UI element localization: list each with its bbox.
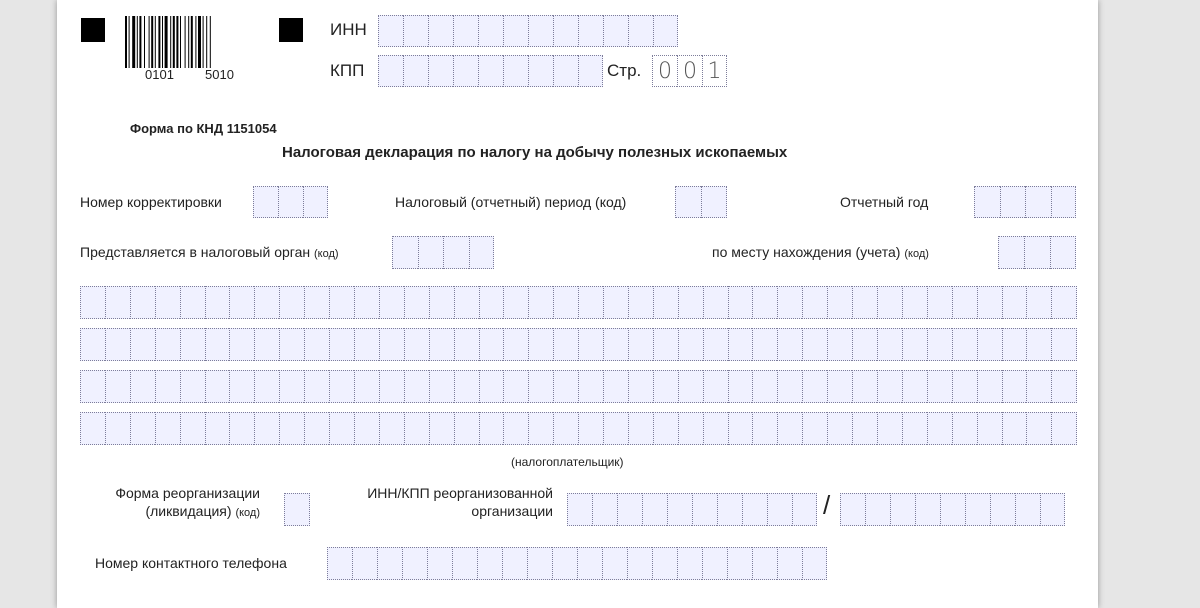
correction-cell[interactable] <box>278 186 303 218</box>
page-digit-3: 1 <box>702 55 727 87</box>
kpp-cell[interactable] <box>403 55 428 87</box>
kpp-cell[interactable] <box>528 55 553 87</box>
reorg-kpp-cell[interactable] <box>865 493 890 526</box>
tax-period-label: Налоговый (отчетный) период (код) <box>395 194 627 210</box>
authority-cell[interactable] <box>469 236 495 269</box>
taxpayer-name-cell[interactable] <box>404 328 429 361</box>
taxpayer-name-cell[interactable] <box>752 286 777 319</box>
taxpayer-name-cell[interactable] <box>454 328 479 361</box>
taxpayer-name-cell[interactable] <box>977 328 1002 361</box>
taxpayer-name-cell[interactable] <box>553 286 578 319</box>
reorg-inn-cell[interactable] <box>592 493 617 526</box>
year-cell[interactable] <box>1000 186 1026 218</box>
taxpayer-name-cell[interactable] <box>728 328 753 361</box>
inn-cell[interactable] <box>603 15 628 47</box>
taxpayer-name-cell[interactable] <box>254 412 279 445</box>
phone-cell[interactable] <box>752 547 777 580</box>
reorg-kpp-cell[interactable] <box>1040 493 1065 526</box>
authority-cell[interactable] <box>392 236 418 269</box>
taxpayer-name-cell[interactable] <box>130 370 155 403</box>
tax-authority-field[interactable] <box>392 236 494 269</box>
taxpayer-name-cell[interactable] <box>1051 286 1077 319</box>
taxpayer-name-cell[interactable] <box>379 286 404 319</box>
taxpayer-name-cell[interactable] <box>229 286 254 319</box>
inn-cell[interactable] <box>653 15 678 47</box>
taxpayer-name-cell[interactable] <box>553 370 578 403</box>
taxpayer-name-cell[interactable] <box>379 412 404 445</box>
kpp-cell[interactable] <box>578 55 603 87</box>
taxpayer-name-cell[interactable] <box>752 328 777 361</box>
taxpayer-name-cell[interactable] <box>628 370 653 403</box>
taxpayer-name-cell[interactable] <box>578 370 603 403</box>
page-digit-2: 0 <box>677 55 702 87</box>
taxpayer-name-cell[interactable] <box>728 286 753 319</box>
taxpayer-name-cell[interactable] <box>155 328 180 361</box>
reorg-inn-cell[interactable] <box>617 493 642 526</box>
taxpayer-name-cell[interactable] <box>927 328 952 361</box>
taxpayer-name-cell[interactable] <box>304 412 329 445</box>
taxpayer-name-cell[interactable] <box>578 328 603 361</box>
barcode-image <box>125 16 257 68</box>
reorg-separator: / <box>823 490 831 520</box>
taxpayer-name-cell[interactable] <box>603 328 628 361</box>
taxpayer-name-cell[interactable] <box>678 412 703 445</box>
location-label <box>712 244 929 260</box>
tax-period-field[interactable] <box>675 186 727 218</box>
phone-cell[interactable] <box>602 547 627 580</box>
inn-cell[interactable] <box>503 15 528 47</box>
phone-cell[interactable] <box>702 547 727 580</box>
taxpayer-name-cell[interactable] <box>553 328 578 361</box>
taxpayer-name-cell[interactable] <box>155 412 180 445</box>
period-cell[interactable] <box>675 186 701 218</box>
taxpayer-name-cell[interactable] <box>827 370 852 403</box>
taxpayer-name-cell[interactable] <box>479 370 504 403</box>
taxpayer-name-cell[interactable] <box>1002 286 1027 319</box>
phone-field[interactable] <box>327 547 827 580</box>
taxpayer-name-cell[interactable] <box>653 286 678 319</box>
barcode-number-left: 0101 <box>145 67 174 82</box>
phone-cell[interactable] <box>652 547 677 580</box>
taxpayer-caption: (налогоплательщик) <box>511 455 624 469</box>
taxpayer-name-cell[interactable] <box>503 370 528 403</box>
inn-cell[interactable] <box>453 15 478 47</box>
taxpayer-name-cell[interactable] <box>728 370 753 403</box>
taxpayer-name-cell[interactable] <box>603 286 628 319</box>
reorg-inn-label <box>327 484 553 520</box>
reorg-inn-cell[interactable] <box>792 493 817 526</box>
taxpayer-name-cell[interactable] <box>304 286 329 319</box>
taxpayer-name-cell[interactable] <box>628 286 653 319</box>
reorg-inn-cell[interactable] <box>567 493 592 526</box>
reorg-inn-cell[interactable] <box>717 493 742 526</box>
taxpayer-name-row[interactable] <box>80 412 1077 445</box>
taxpayer-name-cell[interactable] <box>503 286 528 319</box>
taxpayer-name-cell[interactable] <box>254 286 279 319</box>
taxpayer-name-cell[interactable] <box>528 328 553 361</box>
taxpayer-name-cell[interactable] <box>1051 412 1077 445</box>
reorg-kpp-cell[interactable] <box>840 493 865 526</box>
taxpayer-name-cell[interactable] <box>553 412 578 445</box>
taxpayer-name-cell[interactable] <box>229 370 254 403</box>
taxpayer-name-cell[interactable] <box>877 370 902 403</box>
kpp-cell[interactable] <box>478 55 503 87</box>
taxpayer-name-cell[interactable] <box>329 412 354 445</box>
report-year-field[interactable] <box>974 186 1076 218</box>
reorg-form-line1: Форма реорганизации <box>115 485 260 501</box>
kpp-field[interactable] <box>378 55 603 87</box>
location-cell[interactable] <box>1024 236 1050 269</box>
taxpayer-name-cell[interactable] <box>1026 412 1051 445</box>
taxpayer-name-cell[interactable] <box>354 370 379 403</box>
barcode-number-right: 5010 <box>205 67 234 82</box>
taxpayer-name-cell[interactable] <box>902 286 927 319</box>
kpp-cell[interactable] <box>503 55 528 87</box>
taxpayer-name-cell[interactable] <box>1026 370 1051 403</box>
reorg-kpp-cell[interactable] <box>965 493 990 526</box>
taxpayer-name-cell[interactable] <box>503 412 528 445</box>
year-cell[interactable] <box>1025 186 1051 218</box>
inn-cell[interactable] <box>578 15 603 47</box>
taxpayer-name-cell[interactable] <box>429 370 454 403</box>
taxpayer-name-cell[interactable] <box>80 328 105 361</box>
taxpayer-name-cell[interactable] <box>902 328 927 361</box>
taxpayer-name-cell[interactable] <box>479 286 504 319</box>
taxpayer-name-cell[interactable] <box>852 328 877 361</box>
taxpayer-name-cell[interactable] <box>628 412 653 445</box>
reorg-inn-line2: организации <box>471 503 553 519</box>
taxpayer-name-row[interactable] <box>80 370 1077 403</box>
taxpayer-name-cell[interactable] <box>678 328 703 361</box>
taxpayer-name-cell[interactable] <box>877 286 902 319</box>
taxpayer-name-cell[interactable] <box>354 412 379 445</box>
period-cell[interactable] <box>701 186 727 218</box>
phone-cell[interactable] <box>527 547 552 580</box>
taxpayer-name-cell[interactable] <box>952 286 977 319</box>
declaration-page <box>57 0 1098 608</box>
taxpayer-name-cell[interactable] <box>802 328 827 361</box>
inn-cell[interactable] <box>428 15 453 47</box>
form-title: Налоговая декларация по налогу на добычу полезных ископаемых <box>282 144 788 161</box>
page-digit-1: 0 <box>652 55 677 87</box>
taxpayer-name-cell[interactable] <box>279 328 304 361</box>
taxpayer-name-cell[interactable] <box>254 328 279 361</box>
taxpayer-name-cell[interactable] <box>703 412 728 445</box>
taxpayer-name-cell[interactable] <box>752 412 777 445</box>
taxpayer-name-cell[interactable] <box>155 286 180 319</box>
kpp-cell[interactable] <box>553 55 578 87</box>
taxpayer-name-cell[interactable] <box>379 328 404 361</box>
taxpayer-name-cell[interactable] <box>827 412 852 445</box>
year-cell[interactable] <box>974 186 1000 218</box>
inn-cell[interactable] <box>553 15 578 47</box>
tax-authority-text: Представляется в налоговый орган <box>80 244 311 260</box>
location-cell[interactable] <box>998 236 1024 269</box>
taxpayer-name-cell[interactable] <box>429 412 454 445</box>
taxpayer-name-cell[interactable] <box>180 370 205 403</box>
taxpayer-name-cell[interactable] <box>1002 412 1027 445</box>
taxpayer-name-cell[interactable] <box>977 412 1002 445</box>
taxpayer-name-cell[interactable] <box>105 370 130 403</box>
taxpayer-name-cell[interactable] <box>454 370 479 403</box>
correction-number-field[interactable] <box>253 186 328 218</box>
taxpayer-name-row[interactable] <box>80 328 1077 361</box>
taxpayer-name-cell[interactable] <box>205 286 230 319</box>
taxpayer-name-cell[interactable] <box>528 370 553 403</box>
correction-cell[interactable] <box>253 186 278 218</box>
taxpayer-name-cell[interactable] <box>653 328 678 361</box>
phone-cell[interactable] <box>677 547 702 580</box>
taxpayer-name-cell[interactable] <box>279 370 304 403</box>
location-code-field[interactable] <box>998 236 1076 269</box>
phone-cell[interactable] <box>777 547 802 580</box>
taxpayer-name-cell[interactable] <box>528 286 553 319</box>
taxpayer-name-cell[interactable] <box>429 328 454 361</box>
taxpayer-name-cell[interactable] <box>1026 328 1051 361</box>
taxpayer-name-cell[interactable] <box>703 286 728 319</box>
phone-cell[interactable] <box>352 547 377 580</box>
phone-cell[interactable] <box>327 547 352 580</box>
taxpayer-name-cell[interactable] <box>155 370 180 403</box>
phone-cell[interactable] <box>727 547 752 580</box>
taxpayer-name-cell[interactable] <box>902 370 927 403</box>
reorg-kpp-cell[interactable] <box>915 493 940 526</box>
taxpayer-name-cell[interactable] <box>404 412 429 445</box>
reorg-form-label <box>87 484 260 522</box>
page-number-field <box>652 55 727 87</box>
tax-authority-suffix: (код) <box>313 248 339 260</box>
correction-cell[interactable] <box>303 186 328 218</box>
taxpayer-name-cell[interactable] <box>877 412 902 445</box>
inn-cell[interactable] <box>378 15 403 47</box>
taxpayer-name-cell[interactable] <box>1002 328 1027 361</box>
taxpayer-name-cell[interactable] <box>105 328 130 361</box>
reorg-inn-cell[interactable] <box>767 493 792 526</box>
taxpayer-name-cell[interactable] <box>852 412 877 445</box>
taxpayer-name-cell[interactable] <box>777 286 802 319</box>
authority-cell[interactable] <box>443 236 469 269</box>
reorg-kpp-cell[interactable] <box>890 493 915 526</box>
taxpayer-name-cell[interactable] <box>802 286 827 319</box>
reorg-inn-cell[interactable] <box>667 493 692 526</box>
taxpayer-name-cell[interactable] <box>379 370 404 403</box>
taxpayer-name-cell[interactable] <box>827 328 852 361</box>
taxpayer-name-cell[interactable] <box>329 370 354 403</box>
taxpayer-name-cell[interactable] <box>254 370 279 403</box>
taxpayer-name-cell[interactable] <box>80 412 105 445</box>
authority-cell[interactable] <box>418 236 444 269</box>
phone-label: Номер контактного телефона <box>95 555 287 571</box>
corner-marker-left <box>81 18 105 42</box>
taxpayer-name-cell[interactable] <box>827 286 852 319</box>
taxpayer-name-cell[interactable] <box>877 328 902 361</box>
taxpayer-name-cell[interactable] <box>205 370 230 403</box>
report-year-label: Отчетный год <box>840 194 929 210</box>
reorg-kpp-cell[interactable] <box>990 493 1015 526</box>
taxpayer-name-cell[interactable] <box>1051 328 1077 361</box>
taxpayer-name-cell[interactable] <box>329 328 354 361</box>
taxpayer-name-cell[interactable] <box>703 370 728 403</box>
taxpayer-name-cell[interactable] <box>229 328 254 361</box>
year-cell[interactable] <box>1051 186 1077 218</box>
taxpayer-name-cell[interactable] <box>130 328 155 361</box>
taxpayer-name-cell[interactable] <box>279 412 304 445</box>
tax-authority-label <box>80 244 339 260</box>
taxpayer-name-cell[interactable] <box>678 370 703 403</box>
taxpayer-name-cell[interactable] <box>454 412 479 445</box>
phone-cell[interactable] <box>402 547 427 580</box>
taxpayer-name-cell[interactable] <box>229 412 254 445</box>
reorg-inn-cell[interactable] <box>742 493 767 526</box>
location-text: по месту нахождения (учета) <box>712 244 901 260</box>
taxpayer-name-cell[interactable] <box>927 412 952 445</box>
taxpayer-name-cell[interactable] <box>180 286 205 319</box>
reorg-form-line2: (ликвидация) <box>145 503 232 519</box>
taxpayer-name-cell[interactable] <box>852 286 877 319</box>
taxpayer-name-cell[interactable] <box>603 370 628 403</box>
reorg-inn-line1: ИНН/КПП реорганизованной <box>367 485 553 501</box>
taxpayer-name-cell[interactable] <box>404 286 429 319</box>
taxpayer-name-cell[interactable] <box>728 412 753 445</box>
inn-cell[interactable] <box>403 15 428 47</box>
taxpayer-name-cell[interactable] <box>578 412 603 445</box>
reorg-form-suffix: (код) <box>235 507 260 519</box>
taxpayer-name-cell[interactable] <box>354 328 379 361</box>
phone-cell[interactable] <box>377 547 402 580</box>
inn-cell[interactable] <box>478 15 503 47</box>
phone-cell[interactable] <box>502 547 527 580</box>
taxpayer-name-cell[interactable] <box>952 328 977 361</box>
reorg-form-cell[interactable] <box>284 493 310 526</box>
taxpayer-name-cell[interactable] <box>653 412 678 445</box>
taxpayer-name-cell[interactable] <box>802 412 827 445</box>
taxpayer-name-cell[interactable] <box>678 286 703 319</box>
inn-cell[interactable] <box>628 15 653 47</box>
taxpayer-name-cell[interactable] <box>927 286 952 319</box>
taxpayer-name-cell[interactable] <box>304 370 329 403</box>
taxpayer-name-cell[interactable] <box>628 328 653 361</box>
taxpayer-name-cell[interactable] <box>777 370 802 403</box>
taxpayer-name-cell[interactable] <box>902 412 927 445</box>
taxpayer-name-cell[interactable] <box>927 370 952 403</box>
phone-cell[interactable] <box>577 547 602 580</box>
inn-cell[interactable] <box>528 15 553 47</box>
taxpayer-name-cell[interactable] <box>329 286 354 319</box>
form-knd-label: Форма по КНД 1151054 <box>130 121 277 136</box>
taxpayer-name-cell[interactable] <box>703 328 728 361</box>
taxpayer-name-cell[interactable] <box>777 412 802 445</box>
phone-cell[interactable] <box>427 547 452 580</box>
taxpayer-name-cell[interactable] <box>205 328 230 361</box>
location-cell[interactable] <box>1050 236 1076 269</box>
taxpayer-name-cell[interactable] <box>479 412 504 445</box>
reorg-inn-field[interactable] <box>567 493 817 526</box>
reorg-kpp-field[interactable] <box>840 493 1065 526</box>
taxpayer-name-cell[interactable] <box>454 286 479 319</box>
taxpayer-name-cell[interactable] <box>180 412 205 445</box>
reorg-kpp-cell[interactable] <box>1015 493 1040 526</box>
reorg-kpp-cell[interactable] <box>940 493 965 526</box>
taxpayer-name-cell[interactable] <box>279 286 304 319</box>
taxpayer-name-cell[interactable] <box>503 328 528 361</box>
taxpayer-name-cell[interactable] <box>130 412 155 445</box>
phone-cell[interactable] <box>552 547 577 580</box>
taxpayer-name-row[interactable] <box>80 286 1077 319</box>
taxpayer-name-cell[interactable] <box>404 370 429 403</box>
reorg-inn-cell[interactable] <box>642 493 667 526</box>
taxpayer-name-cell[interactable] <box>105 286 130 319</box>
taxpayer-name-cell[interactable] <box>603 412 628 445</box>
kpp-cell[interactable] <box>378 55 403 87</box>
taxpayer-name-cell[interactable] <box>752 370 777 403</box>
taxpayer-name-cell[interactable] <box>528 412 553 445</box>
taxpayer-name-cell[interactable] <box>205 412 230 445</box>
taxpayer-name-cell[interactable] <box>479 328 504 361</box>
kpp-cell[interactable] <box>428 55 453 87</box>
page-label: Стр. <box>607 61 642 80</box>
correction-number-label: Номер корректировки <box>80 194 222 210</box>
taxpayer-name-cell[interactable] <box>80 286 105 319</box>
phone-cell[interactable] <box>477 547 502 580</box>
inn-label: ИНН <box>330 20 367 39</box>
taxpayer-name-cell[interactable] <box>1026 286 1051 319</box>
reorg-form-field[interactable] <box>284 493 310 526</box>
kpp-label: КПП <box>330 61 365 80</box>
taxpayer-name-cell[interactable] <box>1051 370 1077 403</box>
taxpayer-name-cell[interactable] <box>105 412 130 445</box>
taxpayer-name-cell[interactable] <box>130 286 155 319</box>
taxpayer-name-cell[interactable] <box>952 370 977 403</box>
taxpayer-name-cell[interactable] <box>977 370 1002 403</box>
taxpayer-name-cell[interactable] <box>977 286 1002 319</box>
taxpayer-name-cell[interactable] <box>80 370 105 403</box>
taxpayer-name-cell[interactable] <box>852 370 877 403</box>
taxpayer-name-cell[interactable] <box>1002 370 1027 403</box>
taxpayer-name-cell[interactable] <box>653 370 678 403</box>
taxpayer-name-cell[interactable] <box>777 328 802 361</box>
location-suffix: (код) <box>904 248 929 260</box>
taxpayer-name-cell[interactable] <box>354 286 379 319</box>
taxpayer-name-cell[interactable] <box>180 328 205 361</box>
corner-marker-right <box>279 18 303 42</box>
phone-cell[interactable] <box>452 547 477 580</box>
phone-cell[interactable] <box>627 547 652 580</box>
inn-field[interactable] <box>378 15 678 47</box>
taxpayer-name-cell[interactable] <box>578 286 603 319</box>
taxpayer-name-cell[interactable] <box>429 286 454 319</box>
reorg-inn-cell[interactable] <box>692 493 717 526</box>
taxpayer-name-cell[interactable] <box>304 328 329 361</box>
taxpayer-name-cell[interactable] <box>952 412 977 445</box>
phone-cell[interactable] <box>802 547 827 580</box>
taxpayer-name-cell[interactable] <box>802 370 827 403</box>
kpp-cell[interactable] <box>453 55 478 87</box>
